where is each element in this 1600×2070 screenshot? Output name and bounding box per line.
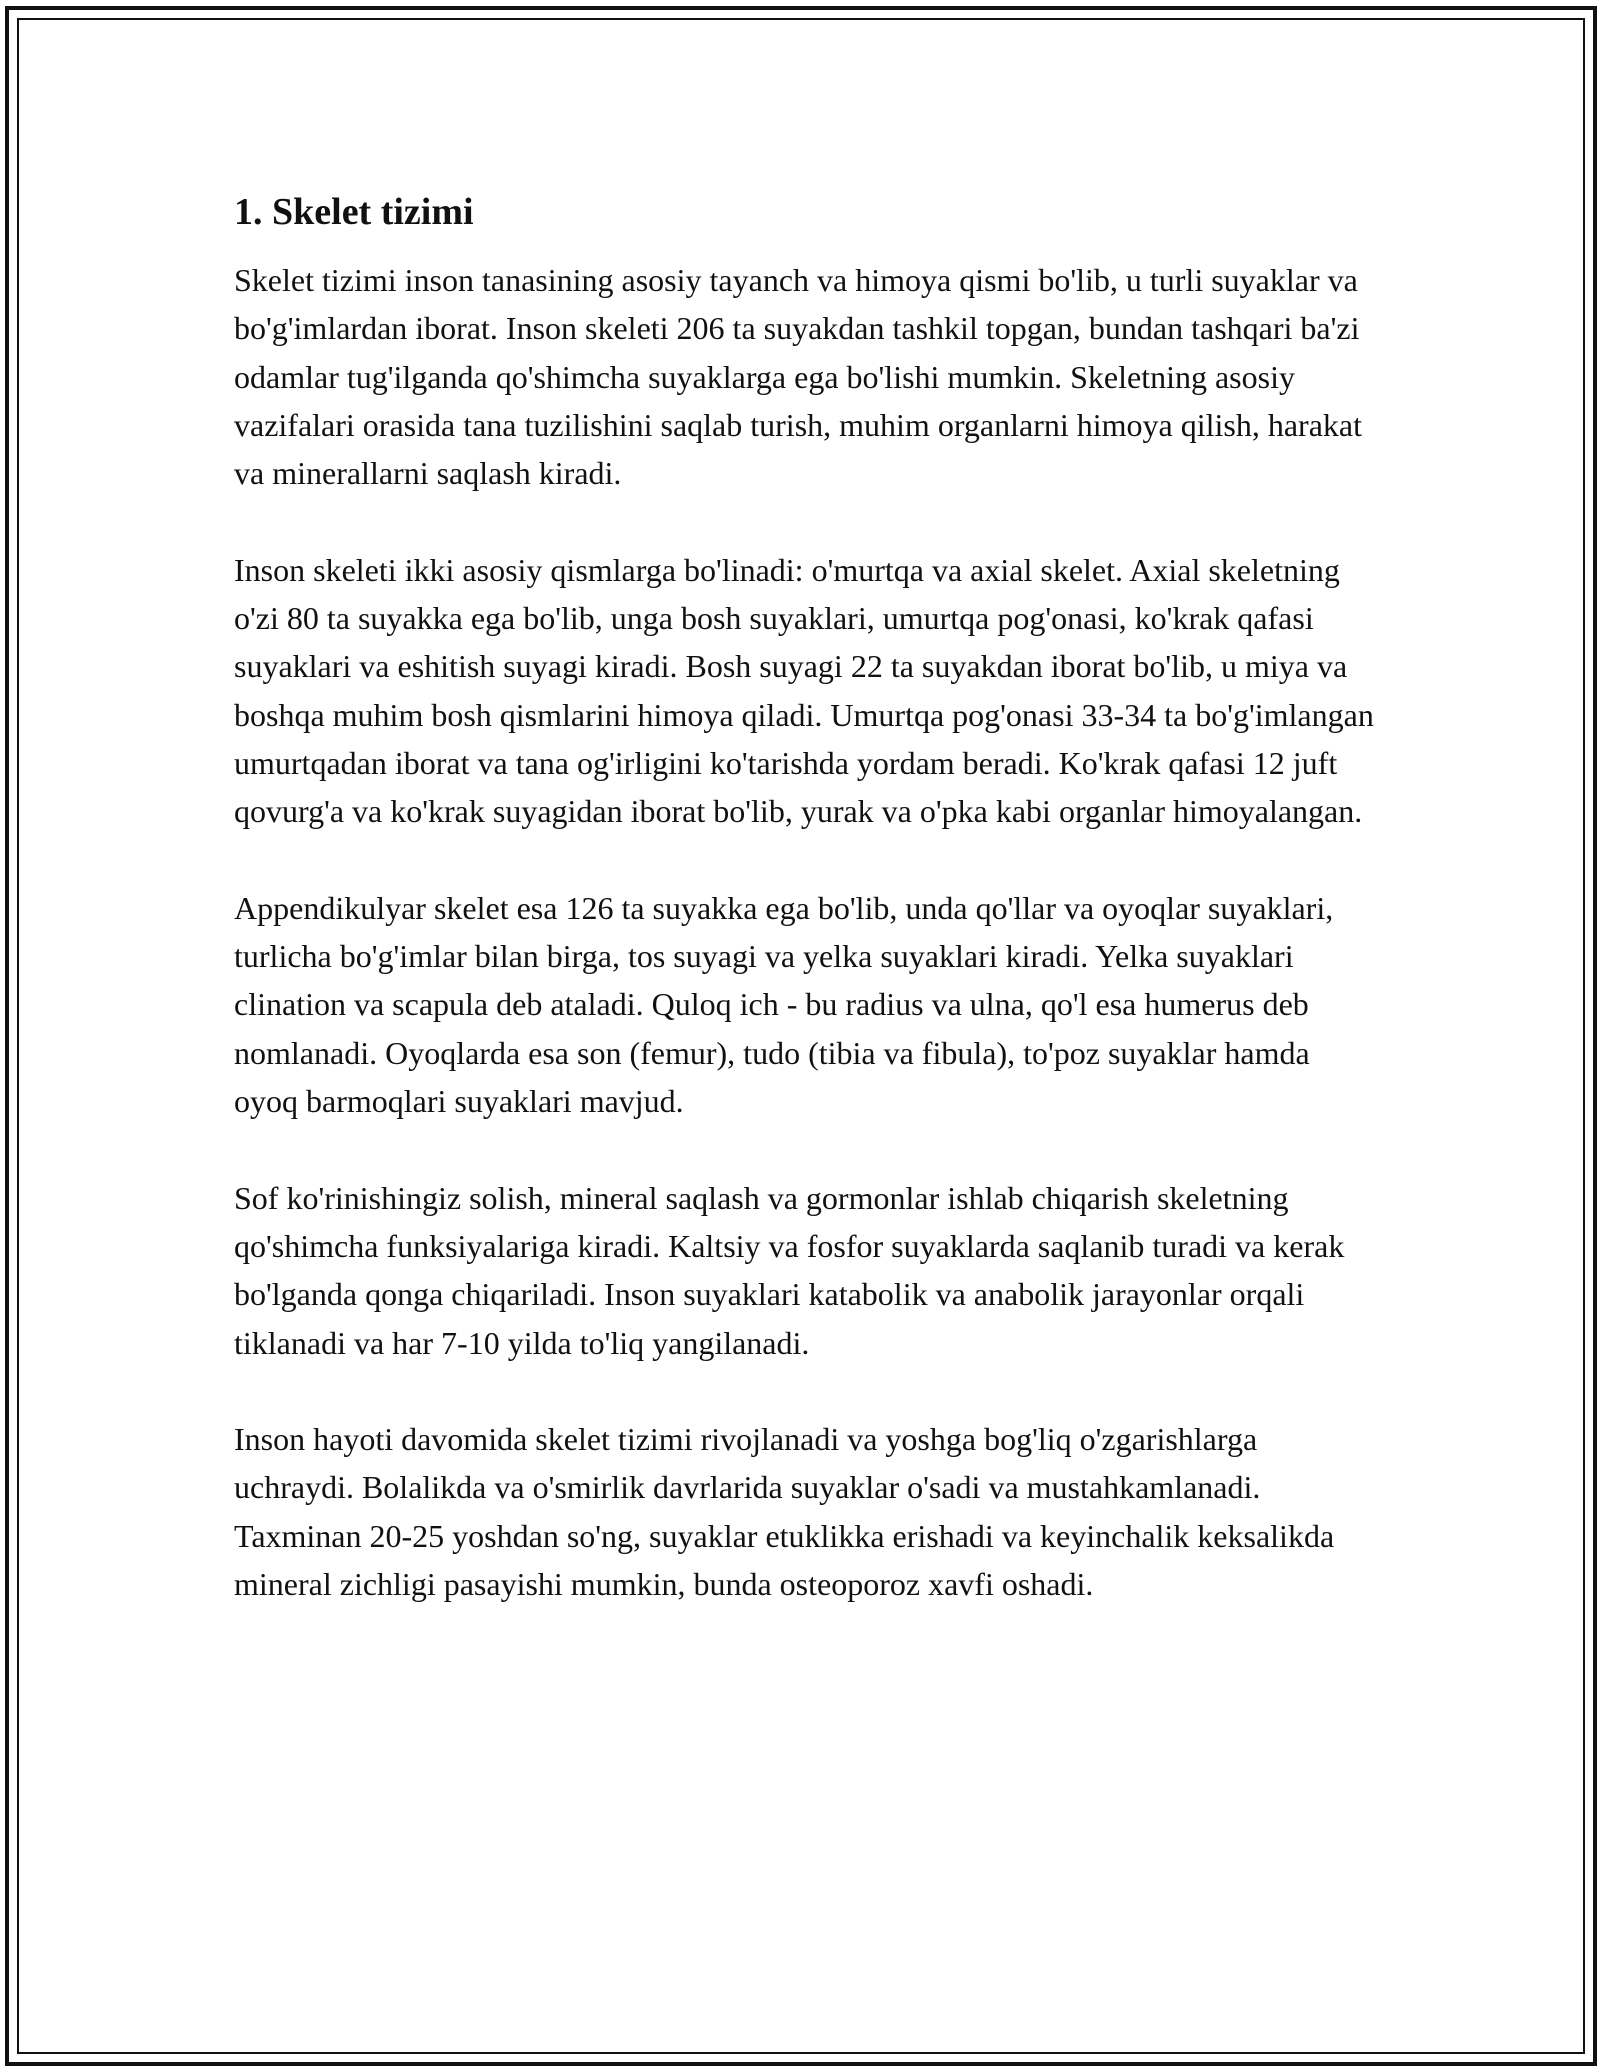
paragraph-2: Inson skeleti ikki asosiy qismlarga bo'linadi: o'murtqa va axial skelet. Axial skeletning o'zi 80 ta suyakka ega bo'lib, unga bosh suyaklari, umurtqa pog'onasi, ko'krak qafasi suyaklari va eshitish suyagi kiradi. Bosh suyagi 22 ta suyakdan iborat bo'lib, u miya va boshqa muhim bosh qismlarini himoya qiladi. Umurtqa pog'onasi 33-34 ta bo'g'imlangan umurtqadan iborat va tana og'irligini ko'tarishda yordam beradi. Ko'krak qafasi 12 juft qovurg'a va ko'krak suyagidan iborat bo'lib, yurak va o'pka kabi organlar himoyalangan. [234, 551, 1374, 830]
paragraph-1: Skelet tizimi inson tanasining asosiy tayanch va himoya qismi bo'lib, u turli suyaklar va bo'g'imlardan iborat. Inson skeleti 206 ta suyakdan tashkil topgan, bundan tashqari ba'zi odamlar tug'ilganda qo'shimcha suyaklarga ega bo'lishi mumkin. Skeletning asosiy vazifalari orasida tana tuzilishini saqlab turish, muhim organlarni himoya qilish, harakat va minerallarni saqlash kiradi. [234, 262, 1362, 492]
paragraph-4: Sof ko'rinishingiz solish, mineral saqlash va gormonlar ishlab chiqarish skeletning qo'shimcha funksiyalariga kiradi. Kaltsiy va fosfor suyaklarda saqlanib turadi va kerak bo'lganda qonga chiqariladi. Inson suyaklari katabolik va anabolik jarayonlar orqali tiklanadi va har 7-10 yilda to'liq yangilanadi. [234, 1179, 1345, 1361]
paragraph-3: Appendikulyar skelet esa 126 ta suyakka ega bo'lib, unda qo'llar va oyoqlar suyaklari, turlicha bo'g'imlar bilan birga, tos suyagi va yelka suyaklari kiradi. Yelka suyaklari clination va scapula deb ataladi. Quloq ich - bu radius va ulna, qo'l esa humerus deb nomlanadi. Oyoqlarda esa son (femur), tudo (tibia va fibula), to'poz suyaklar hamda oyoq barmoqlari suyaklari mavjud. [234, 889, 1334, 1120]
section-heading: 1. Skelet tizimi [234, 191, 474, 233]
paragraph-5: Inson hayoti davomida skelet tizimi rivojlanadi va yoshga bog'liq o'zgarishlarga uchraydi. Bolalikda va o'smirlik davrlarida suyaklar o'sadi va mustahkamlanadi. Taxminan 20-25 yoshdan so'ng, suyaklar etuklikka erishadi va keyinchalik keksalikda mineral zichligi pasayishi mumkin, bunda osteoporoz xavfi oshadi. [234, 1421, 1335, 1603]
document-body [234, 188, 1374, 1657]
